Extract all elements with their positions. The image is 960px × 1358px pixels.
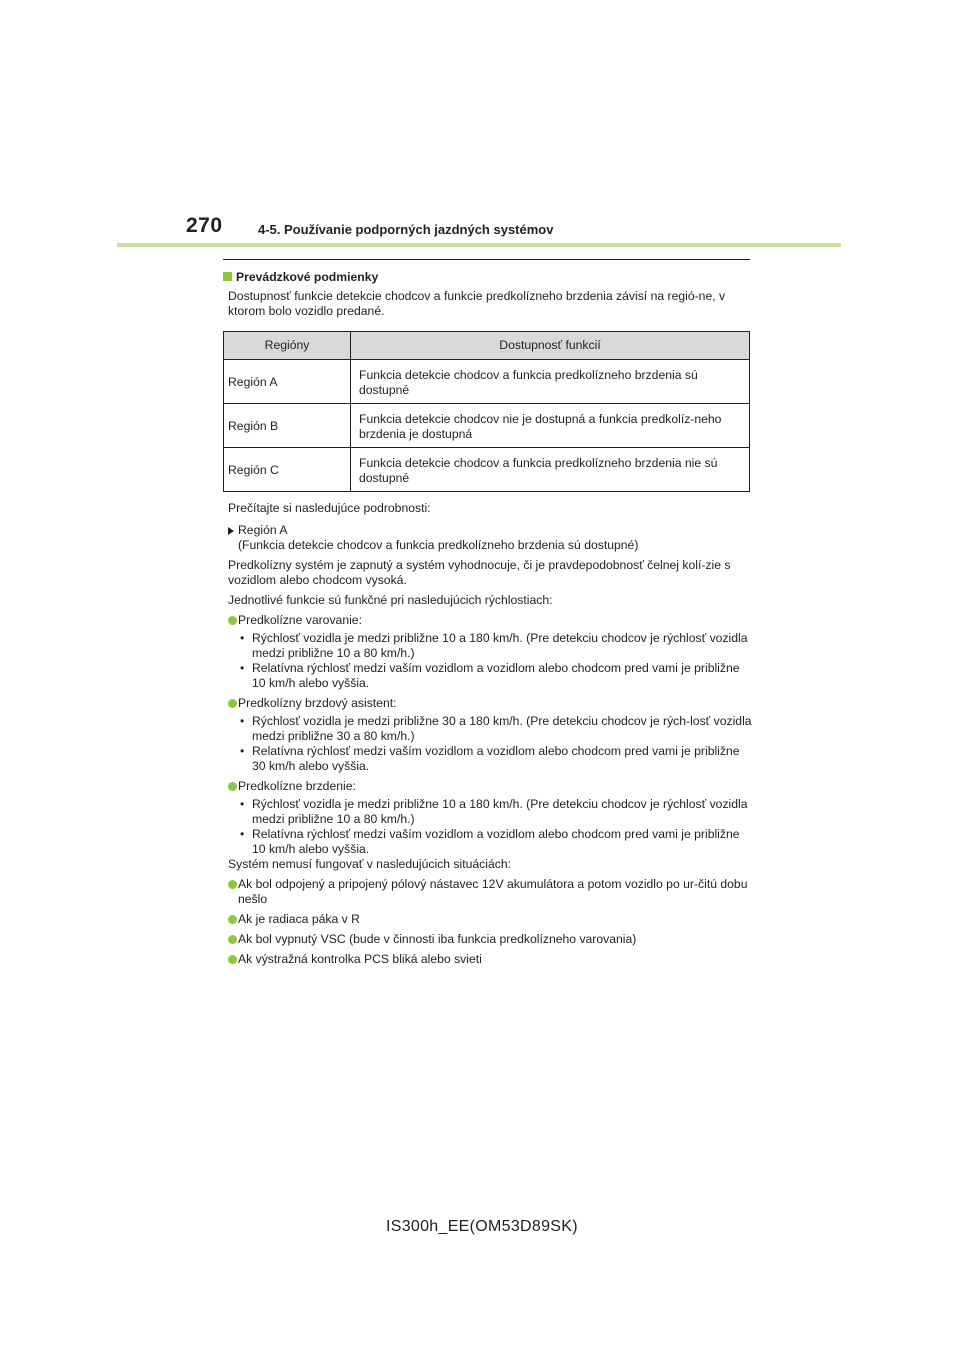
section-divider (223, 259, 750, 260)
round-bullet-icon (228, 915, 237, 924)
table-row (224, 404, 750, 448)
availability-cell: Funkcia detekcie chodcov nie je dostupná a funkcia predkolíz-neho brzdenia je dostupná (351, 404, 750, 448)
footer-code: IS300h_EE(OM53D89SK) (386, 1218, 578, 1235)
condition-text: Rýchlosť vozidla je medzi približne 10 a 180 km/h. (Pre detekciu chodcov je rýchlosť vozidla medzi približne 10 a 80 km/h.) (252, 631, 748, 660)
header-divider (117, 243, 841, 247)
region-cell: Región C (224, 448, 351, 492)
main-content (228, 270, 752, 967)
function-brake-assist-conditions (228, 714, 752, 774)
speeds-intro: Jednotlivé funkcie sú funkčné pri nasledujúcich rýchlostiach: (228, 593, 553, 607)
bullet-dot-icon: • (240, 714, 245, 728)
round-bullet-icon (228, 935, 237, 944)
condition-item (228, 661, 752, 691)
bullet-dot-icon: • (240, 631, 245, 645)
round-bullet-icon (228, 782, 237, 791)
function-braking (228, 779, 752, 794)
condition-text: Rýchlosť vozidla je medzi približne 30 a 180 km/h. (Pre detekciu chodcov je rých-losť vozidla medzi približne 30 a 80 km/h.) (252, 714, 752, 743)
condition-item (228, 631, 752, 661)
round-bullet-icon (228, 880, 237, 889)
situation-text: Ak bol vypnutý VSC (bude v činnosti iba funkcia predkolízneho varovania) (238, 932, 637, 946)
function-name: Predkolízne varovanie: (238, 613, 362, 627)
condition-text: Relatívna rýchlosť medzi vaším vozidlom a vozidlom alebo chodcom pred vami je približne 10 km/h alebo vyššia. (252, 827, 740, 856)
situation-item (228, 877, 752, 907)
region-a-title: Región A (238, 523, 288, 537)
table-row (224, 448, 750, 492)
region-a-item (228, 523, 752, 553)
availability-cell: Funkcia detekcie chodcov a funkcia predkolízneho brzdenia sú dostupné (351, 360, 750, 404)
condition-item (228, 797, 752, 827)
section-title: 4-5. Používanie podporných jazdných systémov (258, 222, 554, 237)
arrow-right-icon (228, 527, 234, 535)
system-description: Predkolízny systém je zapnutý a systém vyhodnocuje, či je pravdepodobnosť čelnej kolí-zie s vozidlom alebo chodcom vysoká. (228, 558, 731, 587)
function-name: Predkolízny brzdový asistent: (238, 696, 397, 710)
table-header-row (224, 332, 750, 360)
page-number: 270 (186, 214, 223, 237)
function-warning-conditions (228, 631, 752, 691)
round-bullet-icon (228, 616, 237, 625)
condition-item (228, 744, 752, 774)
availability-cell: Funkcia detekcie chodcov a funkcia predkolízneho brzdenia nie sú dostupné (351, 448, 750, 492)
region-cell: Región A (224, 360, 351, 404)
situation-item (228, 912, 752, 927)
bullet-dot-icon: • (240, 744, 245, 758)
table-header-regions: Regióny (224, 332, 351, 360)
regions-table (223, 331, 750, 492)
function-braking-conditions (228, 797, 752, 857)
bullet-dot-icon: • (240, 797, 245, 811)
table-header-availability: Dostupnosť funkcií (351, 332, 750, 360)
region-cell: Región B (224, 404, 351, 448)
function-warning (228, 613, 752, 628)
bullet-dot-icon: • (240, 661, 245, 675)
situation-text: Ak je radiaca páka v R (238, 912, 360, 926)
function-brake-assist (228, 696, 752, 711)
condition-text: Relatívna rýchlosť medzi vaším vozidlom a vozidlom alebo chodcom pred vami je približne 30 km/h alebo vyššia. (252, 744, 740, 773)
read-more-text: Prečítajte si nasledujúce podrobnosti: (228, 501, 431, 515)
section-intro: Dostupnosť funkcie detekcie chodcov a funkcie predkolízneho brzdenia závisí na regió-ne, v ktorom bolo vozidlo predané. (228, 289, 726, 318)
not-working-intro: Systém nemusí fungovať v nasledujúcich situáciách: (228, 857, 511, 871)
section-heading-text: Prevádzkové podmienky (236, 270, 379, 284)
region-a-subtitle: (Funkcia detekcie chodcov a funkcia predkolízneho brzdenia sú dostupné) (238, 538, 639, 552)
table-row (224, 360, 750, 404)
condition-item (228, 827, 752, 857)
condition-text: Rýchlosť vozidla je medzi približne 10 a 180 km/h. (Pre detekciu chodcov je rýchlosť vozidla medzi približne 10 a 80 km/h.) (252, 797, 748, 826)
section-heading (223, 270, 752, 285)
function-name: Predkolízne brzdenie: (238, 779, 356, 793)
situation-item (228, 932, 752, 947)
situation-text: Ak výstražná kontrolka PCS bliká alebo svieti (238, 952, 482, 966)
round-bullet-icon (228, 699, 237, 708)
square-bullet-icon (223, 272, 232, 281)
condition-text: Relatívna rýchlosť medzi vaším vozidlom a vozidlom alebo chodcom pred vami je približne 10 km/h alebo vyššia. (252, 661, 740, 690)
situation-item (228, 952, 752, 967)
round-bullet-icon (228, 955, 237, 964)
situation-text: Ak bol odpojený a pripojený pólový nástavec 12V akumulátora a potom vozidlo po ur-čitú dobu nešlo (238, 877, 748, 906)
condition-item (228, 714, 752, 744)
bullet-dot-icon: • (240, 827, 245, 841)
